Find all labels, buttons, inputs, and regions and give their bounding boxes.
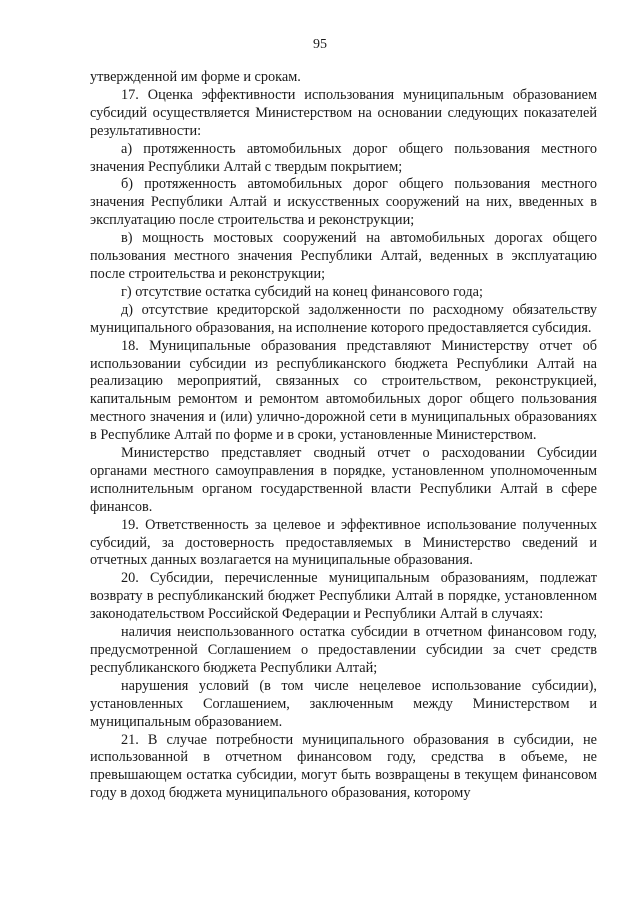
paragraph-continuation: утвержденной им форме и срокам. [90, 69, 301, 85]
document-body [90, 69, 597, 803]
paragraph-item-20-case-2: нарушения условий (в том числе нецелевое использование субсидии), установленных Соглашением, заключенным между Министерством и муниципальным образованием. [90, 677, 597, 730]
paragraph-item-18-summary: Министерство представляет сводный отчет о расходовании Субсидии органами местного самоуправления в порядке, установленном уполномоченным исполнительным органом государственной власти Республики Алтай в сфере финансов. [90, 445, 597, 515]
paragraph-item-17g: г) отсутствие остатка субсидий на конец финансового года; [121, 283, 483, 300]
paragraph-item-19: 19. Ответственность за целевое и эффективное использование полученных субсидий, за достоверность предоставляемых в Министерство сведений и отчетных данных возлагается на муниципальные образования. [90, 516, 597, 569]
paragraph-item-20-case-1: наличия неиспользованного остатка субсидии в отчетном финансовом году, предусмотренной Соглашением о предоставлении субсидии за счет средств республиканского бюджета Республики Алтай; [90, 624, 597, 676]
paragraph-item-17b: б) протяженность автомобильных дорог общего пользования местного значения Республики Алтай и искусственных сооружений на них, введенных в эксплуатацию после строительства и реконструкции; [90, 176, 597, 229]
paragraph-item-17: 17. Оценка эффективности использования муниципальным образованием субсидий осуществляется Министерством на основании следующих показателей результативности: [90, 86, 597, 139]
paragraph-item-21: 21. В случае потребности муниципального образования в субсидии, не использованной в отчетном финансовом году, средства в объеме, не превышающем остатка субсидии, могут быть возвращены в текущем финансовом году в доход бюджета муниципального образования, которому [90, 731, 597, 802]
paragraph-item-20: 20. Субсидии, перечисленные муниципальным образованиям, подлежат возврату в республиканский бюджет Республики Алтай в порядке, установленном законодательством Российской Федерации и Республики Алтай в случаях: [90, 570, 597, 623]
paragraph-item-17a: а) протяженность автомобильных дорог общего пользования местного значения Республики Алтай с твердым покрытием; [90, 140, 597, 175]
page-number: 95 [313, 37, 327, 52]
paragraph-item-18: 18. Муниципальные образования представляют Министерству отчет об использовании субсидии из республиканского бюджета Республики Алтай на реализацию мероприятий, связанных со строительством, реконструкцией, капитальным ремонтом и ремонтом автомобильных дорог общего пользования местного значения и (или) улично-дорожной сети в муниципальных образованиях в Республике Алтай по форме и в сроки, установленные Министерством. [90, 337, 597, 444]
paragraph-item-17v: в) мощность мостовых сооружений на автомобильных дорогах общего пользования местного значения Республики Алтай, веденных в эксплуатацию после строительства и реконструкции; [90, 230, 597, 282]
paragraph-item-17d: д) отсутствие кредиторской задолженности по расходному обязательству муниципального образования, на исполнение которого предоставляется субсидия. [90, 301, 597, 336]
